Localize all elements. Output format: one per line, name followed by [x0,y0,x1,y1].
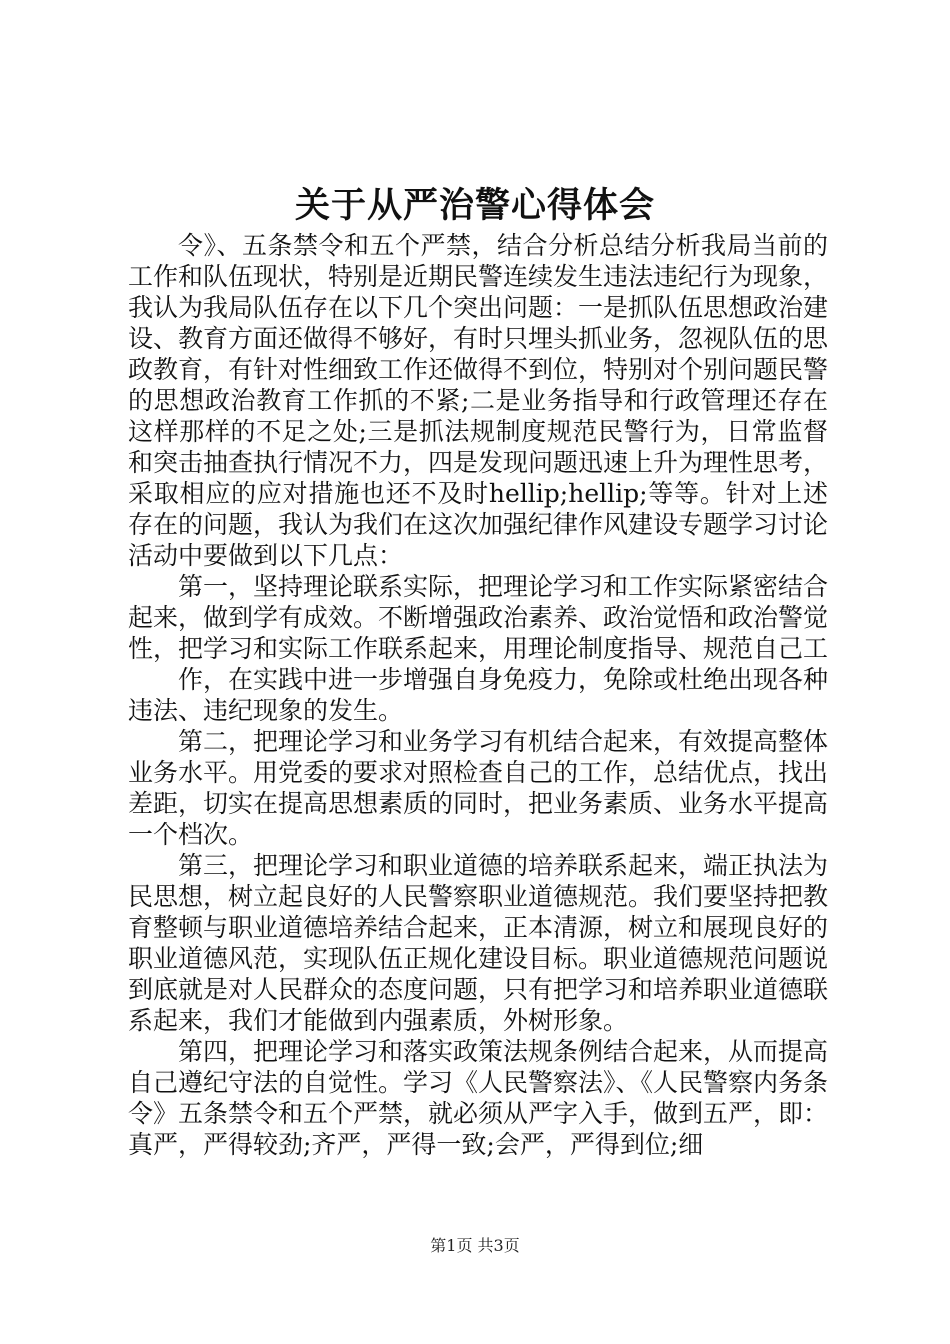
page-title: 关于从严治警心得体会 [294,186,655,226]
document-body [128,230,828,1160]
paragraph: 第二，把理论学习和业务学习有机结合起来，有效提高整体业务水平。用党委的要求对照检查自己的工作，总结优点，找出差距，切实在提高思想素质的同时，把业务素质、业务水平提高一个档次。 [128,727,829,849]
paragraph: 令》、五条禁令和五个严禁，结合分析总结分析我局当前的工作和队伍现状，特别是近期民警连续发生违法违纪行为现象，我认为我局队伍存在以下几个突出问题：一是抓队伍思想政治建设、教育方面还做得不够好，有时只埋头抓业务，忽视队伍的思政教育，有针对性细致工作还做得不到位，特别对个别问题民警的思想政治教育工作抓的不紧;二是业务指导和行政管理还存在这样那样的不足之处;三是抓法规制度规范民警行为，日常监督和突击抽查执行情况不力，四是发现问题迅速上升为理性思考，采取相应的应对措施也还不及时hellip;hellip;等等。针对上述存在的问题，我认为我们在这次加强纪律作风建设专题学习讨论活动中要做到以下几点： [128,231,829,570]
paragraph: 第四，把理论学习和落实政策法规条例结合起来，从而提高自己遵纪守法的自觉性。学习《人民警察法》、《人民警察内务条令》五条禁令和五个严禁，就必须从严字入手，做到五严，即：真严，严得较劲;齐严，严得一致;会严，严得到位;细 [128,1037,829,1159]
page-number-footer: 第1页 共3页 [430,1236,520,1255]
paragraph: 第一，坚持理论联系实际，把理论学习和工作实际紧密结合起来，做到学有成效。不断增强政治素养、政治觉悟和政治警觉性，把学习和实际工作联系起来，用理论制度指导、规范自己工 [128,572,829,663]
paragraph: 作，在实践中进一步增强自身免疫力，免除或杜绝出现各种违法、违纪现象的发生。 [128,665,829,725]
paragraph: 第三，把理论学习和职业道德的培养联系起来，端正执法为民思想，树立起良好的人民警察职业道德规范。我们要坚持把教育整顿与职业道德培养结合起来，正本清源，树立和展现良好的职业道德风范，实现队伍正规化建设目标。职业道德规范问题说到底就是对人民群众的态度问题，只有把学习和培养职业道德联系起来，我们才能做到内强素质，外树形象。 [128,851,829,1035]
